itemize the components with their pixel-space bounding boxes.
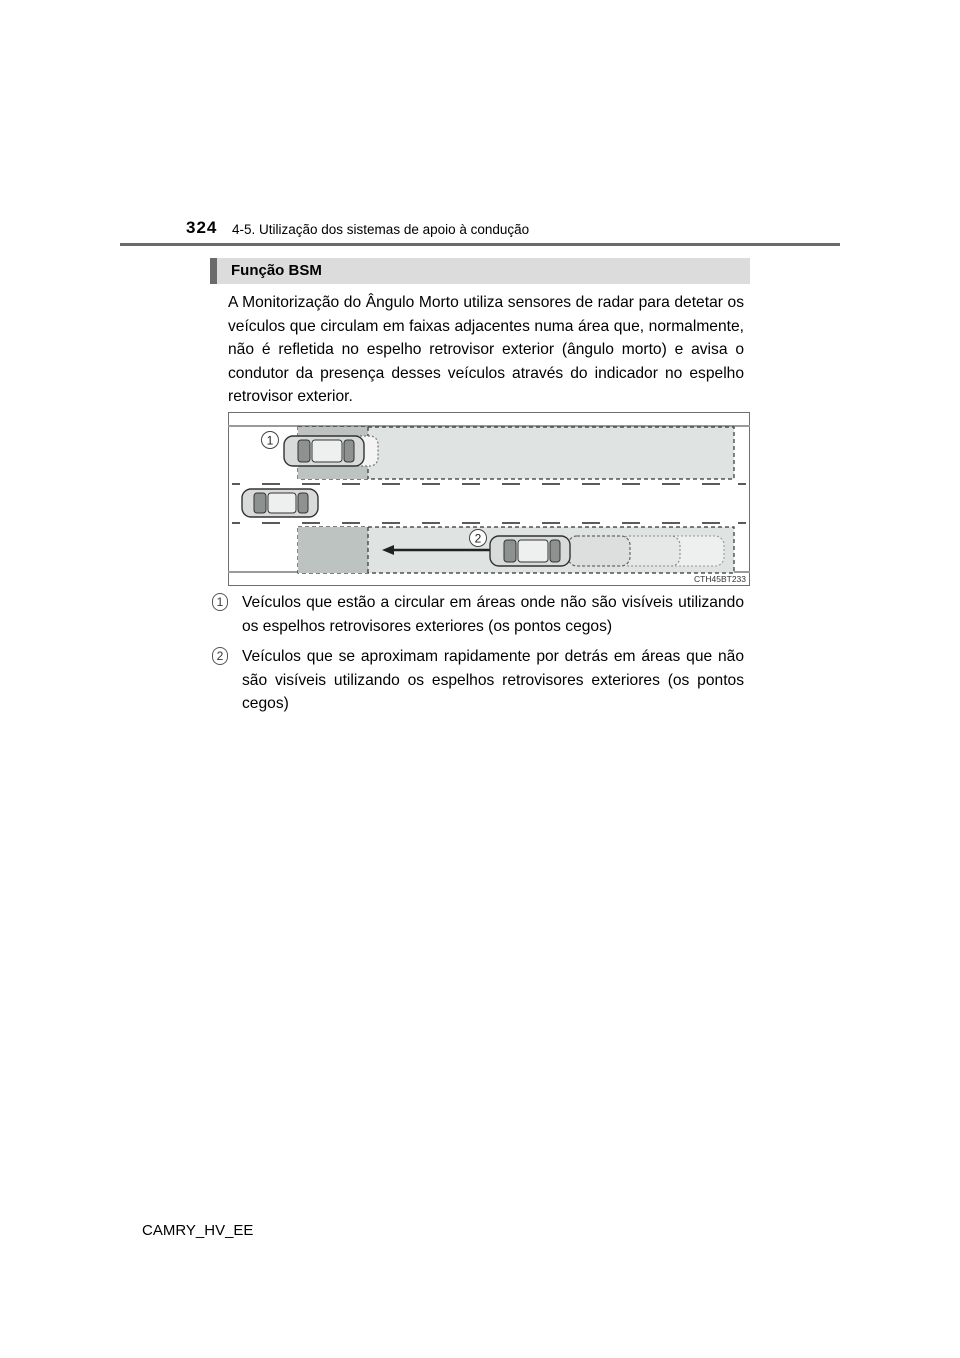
own-vehicle xyxy=(242,489,318,517)
callout-2 xyxy=(470,530,487,547)
page-number: 324 xyxy=(186,218,218,237)
section-title: Função BSM xyxy=(231,262,322,279)
header-rule xyxy=(120,243,840,246)
callout-1-label: 1 xyxy=(266,433,274,448)
footer-code: CAMRY_HV_EE xyxy=(142,1222,254,1239)
callout-1 xyxy=(262,432,279,449)
figure-code: CTH45BT233 xyxy=(694,574,746,584)
approaching-car-trail xyxy=(568,536,724,566)
bsm-diagram xyxy=(228,412,750,586)
item-number-badge: 2 xyxy=(212,647,228,665)
intro-paragraph: A Monitorização do Ângulo Morto utiliza sensores de radar para detetar os veículos que circulam em faixas adjacentes numa área que, normalmente, não é refletida no espelho retrovisor exterior (ângulo morto) e avisa o condutor da presença desses veículos através do indicador no espelho retrovisor exterior. xyxy=(228,294,744,406)
item-number-badge: 1 xyxy=(212,593,228,611)
list-item xyxy=(212,645,744,716)
item-text: Veículos que se aproximam rapidamente por detrás em áreas que não são visíveis utilizando os espelhos retrovisores exteriores (os pontos cegos) xyxy=(242,648,744,713)
callout-2-label: 2 xyxy=(474,531,482,546)
list-item xyxy=(212,591,744,638)
item-text: Veículos que estão a circular em áreas onde não são visíveis utilizando os espelhos retrovisores exteriores (os pontos cegos) xyxy=(242,594,744,635)
approaching-car xyxy=(490,536,570,566)
section-bar xyxy=(210,258,750,284)
chapter-title: 4-5. Utilização dos sistemas de apoio à condução xyxy=(232,222,530,237)
car-blind-spot xyxy=(284,436,378,466)
blind-spot-zone-lower xyxy=(298,527,368,573)
